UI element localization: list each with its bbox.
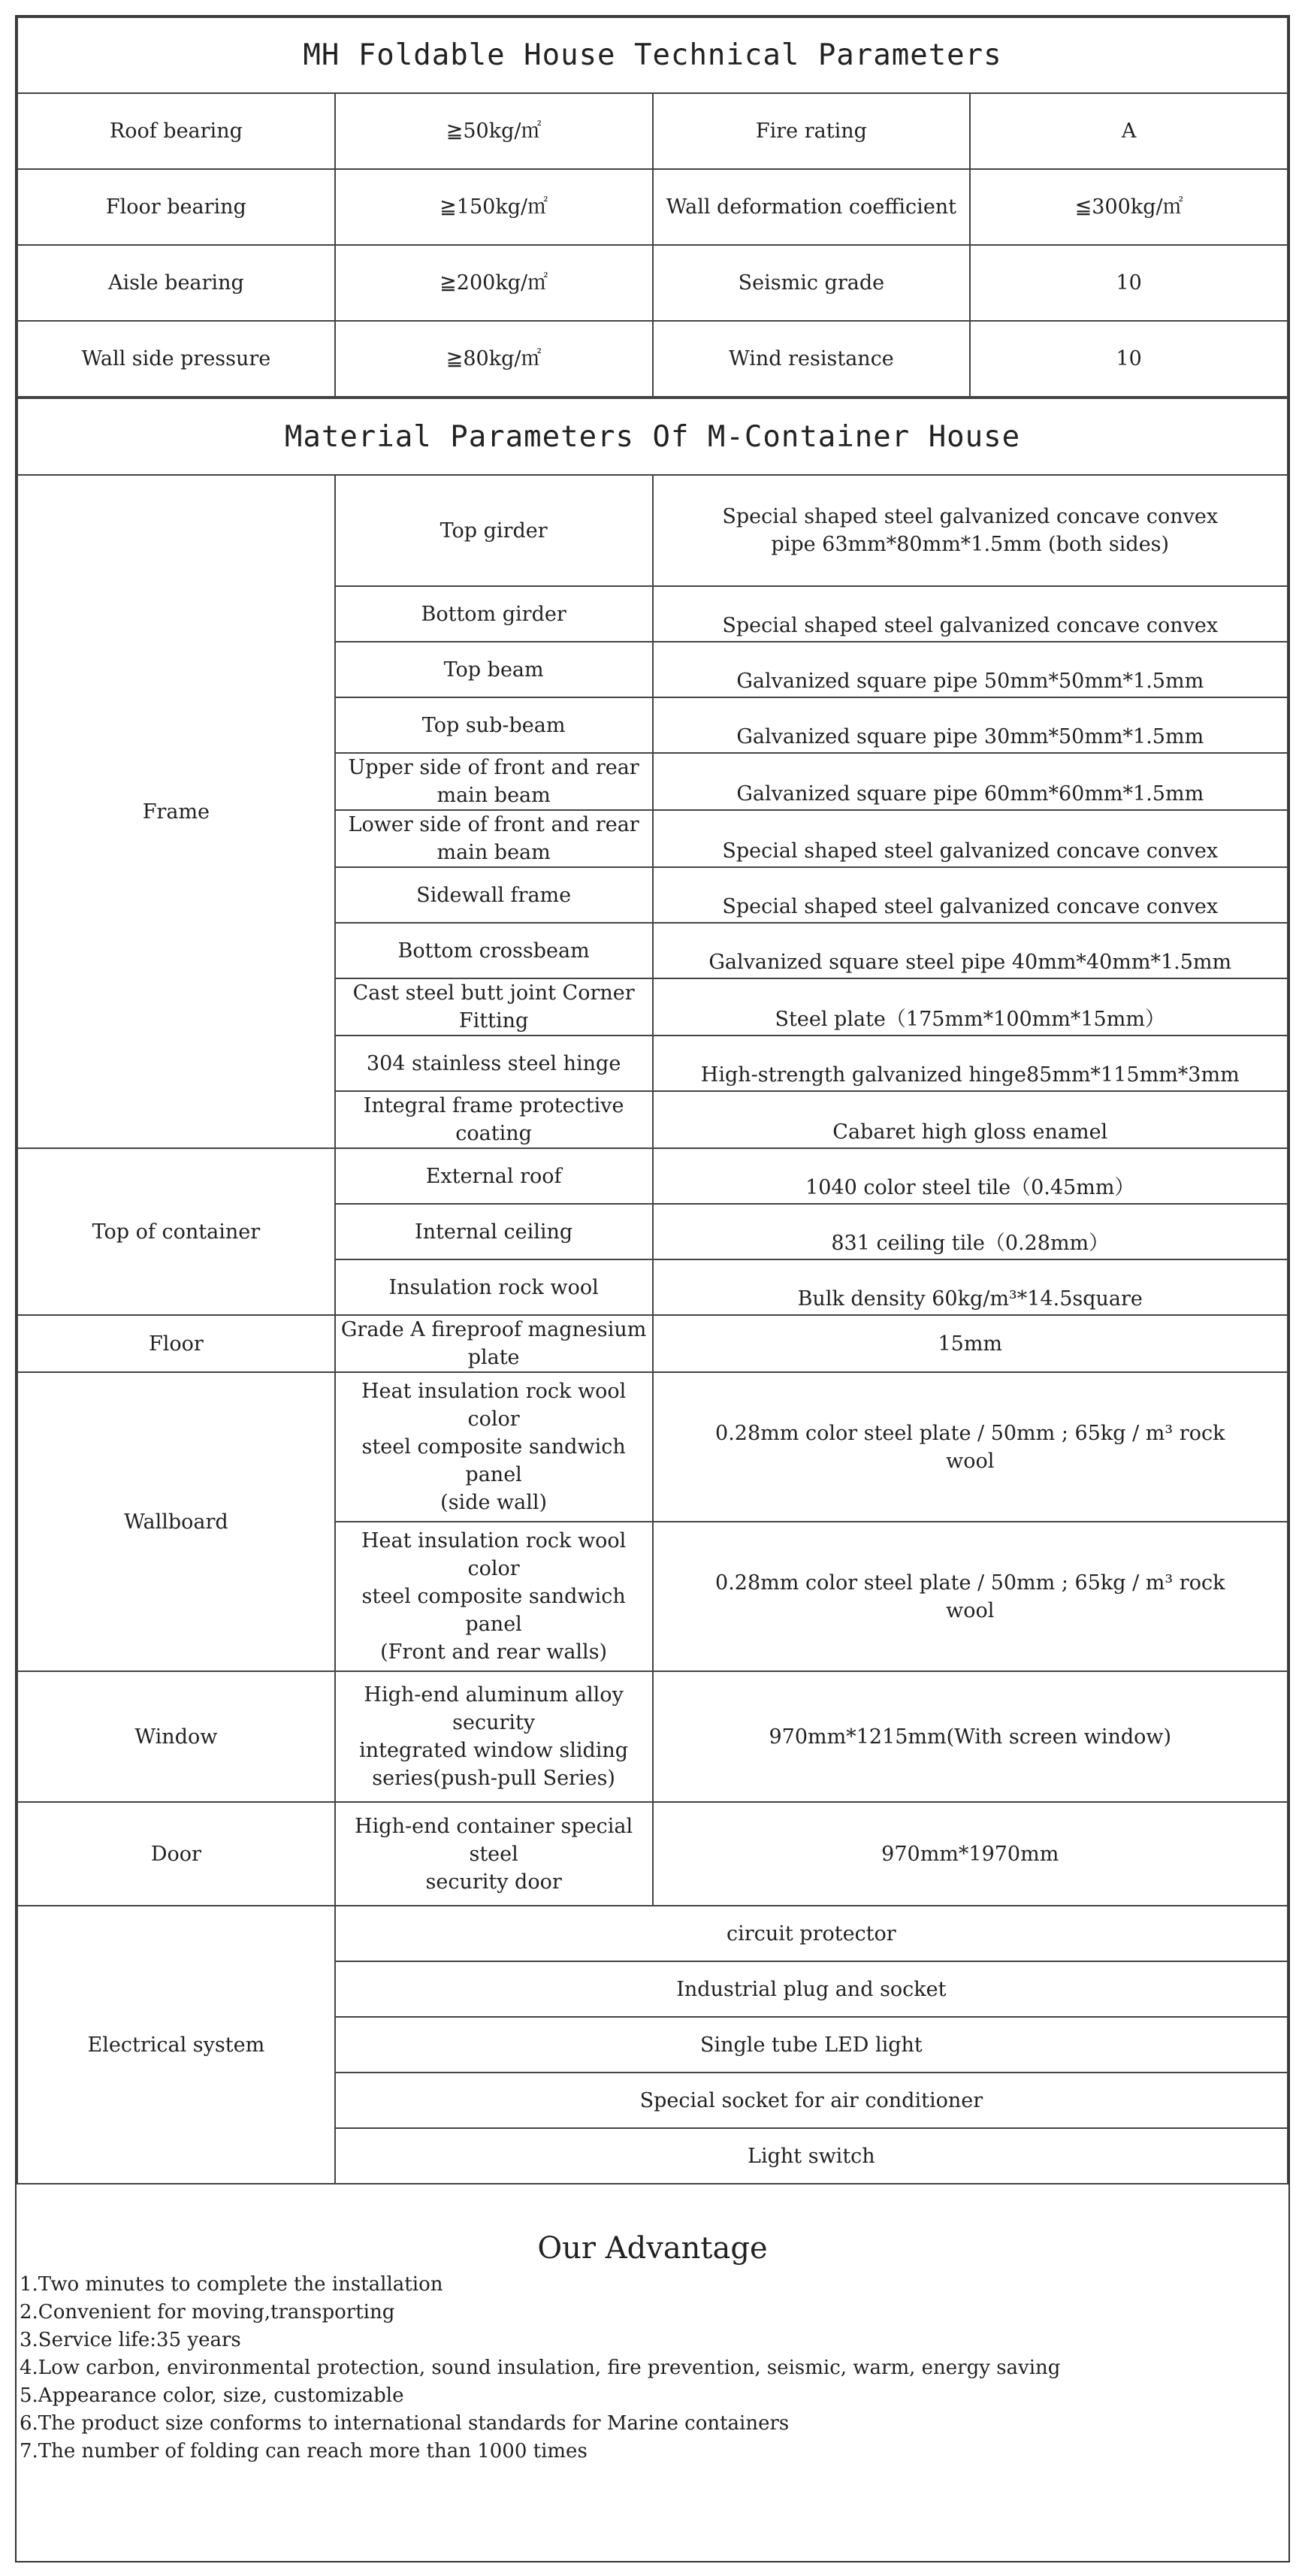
table-row bbox=[17, 1315, 1288, 1372]
component-name: Top beam bbox=[335, 642, 653, 697]
component-spec: Galvanized square pipe 60mm*60mm*1.5mm bbox=[653, 753, 1288, 810]
component-name: Integral frame protective coating bbox=[335, 1091, 653, 1148]
list-item: 7.The number of folding can reach more than 1000 times bbox=[20, 2440, 588, 2463]
param-value: ≧150kg/㎡ bbox=[335, 169, 653, 245]
name-line: High-end aluminum alloy security bbox=[364, 1683, 624, 1734]
param-label: Wall deformation coefficient bbox=[653, 169, 971, 245]
param-label: Aisle bearing bbox=[17, 245, 335, 321]
electrical-item: Industrial plug and socket bbox=[335, 1961, 1288, 2017]
name-line: Heat insulation rock wool color bbox=[361, 1529, 627, 1580]
param-value: ≧80kg/㎡ bbox=[335, 321, 653, 397]
component-spec: High-strength galvanized hinge85mm*115mm*3mm bbox=[653, 1036, 1288, 1091]
name-line: security door bbox=[425, 1870, 562, 1894]
component-spec: Bulk density 60kg/m³*14.5square bbox=[653, 1259, 1288, 1315]
component-name: Bottom girder bbox=[335, 586, 653, 642]
component-spec: 831 ceiling tile（0.28mm） bbox=[653, 1204, 1288, 1259]
list-item: 2.Convenient for moving,transporting bbox=[20, 2301, 395, 2324]
component-spec: 1040 color steel tile（0.45mm） bbox=[653, 1148, 1288, 1204]
param-value: ≦300kg/㎡ bbox=[970, 169, 1288, 245]
component-spec: 0.28mm color steel plate / 50mm ; 65kg / m³ rock wool bbox=[653, 1522, 1288, 1671]
wallboard-label: Wallboard bbox=[17, 1372, 335, 1671]
component-spec: Cabaret high gloss enamel bbox=[653, 1091, 1288, 1148]
table-row bbox=[17, 1372, 1288, 1522]
component-spec: Special shaped steel galvanized concave convex bbox=[653, 867, 1288, 923]
component-name: Grade A fireproof magnesium plate bbox=[335, 1315, 653, 1372]
parameter-sheet bbox=[15, 15, 1290, 2562]
material-parameters-title: Material Parameters Of M-Container House bbox=[17, 398, 1288, 475]
param-label: Wall side pressure bbox=[17, 321, 335, 397]
component-name: Internal ceiling bbox=[335, 1204, 653, 1259]
component-spec: 970mm*1215mm(With screen window) bbox=[653, 1671, 1288, 1802]
param-label: Seismic grade bbox=[653, 245, 971, 321]
floor-label: Floor bbox=[17, 1315, 335, 1372]
list-item: 1.Two minutes to complete the installation bbox=[20, 2273, 443, 2296]
component-spec: Special shaped steel galvanized concave convex pipe 63mm*80mm*1.5mm (both sides) bbox=[653, 475, 1288, 586]
param-label: Roof bearing bbox=[17, 93, 335, 169]
component-spec: 0.28mm color steel plate / 50mm ; 65kg / m³ rock wool bbox=[653, 1372, 1288, 1522]
component-spec: Galvanized square steel pipe 40mm*40mm*1.5mm bbox=[653, 923, 1288, 978]
table-row bbox=[17, 245, 1288, 321]
top-of-container-label: Top of container bbox=[17, 1148, 335, 1315]
component-name: Sidewall frame bbox=[335, 867, 653, 923]
component-spec: Special shaped steel galvanized concave convex bbox=[653, 586, 1288, 642]
list-item: 5.Appearance color, size, customizable bbox=[20, 2384, 404, 2407]
param-value: 10 bbox=[970, 245, 1288, 321]
component-spec: 970mm*1970mm bbox=[653, 1802, 1288, 1906]
param-label: Fire rating bbox=[653, 93, 971, 169]
table-row bbox=[17, 1802, 1288, 1906]
name-line: High-end container special steel bbox=[355, 1814, 633, 1866]
electrical-item: circuit protector bbox=[335, 1906, 1288, 1961]
name-line: steel composite sandwich panel bbox=[361, 1585, 626, 1636]
list-item: 6.The product size conforms to international standards for Marine containers bbox=[20, 2412, 790, 2435]
table-row bbox=[17, 93, 1288, 169]
technical-parameters-table bbox=[17, 17, 1288, 398]
window-label: Window bbox=[17, 1671, 335, 1802]
table-row bbox=[17, 1671, 1288, 1802]
component-name bbox=[335, 1372, 653, 1522]
param-value: ≧50kg/㎡ bbox=[335, 93, 653, 169]
electrical-item: Single tube LED light bbox=[335, 2017, 1288, 2073]
param-value: ≧200kg/㎡ bbox=[335, 245, 653, 321]
component-spec: 15mm bbox=[653, 1315, 1288, 1372]
param-label: Wind resistance bbox=[653, 321, 971, 397]
component-spec: Galvanized square pipe 30mm*50mm*1.5mm bbox=[653, 697, 1288, 753]
frame-label: Frame bbox=[17, 475, 335, 1148]
component-spec: Steel plate（175mm*100mm*15mm） bbox=[653, 978, 1288, 1036]
table-row bbox=[17, 169, 1288, 245]
table-row bbox=[17, 1906, 1288, 1961]
component-name: 304 stainless steel hinge bbox=[335, 1036, 653, 1091]
param-label: Floor bearing bbox=[17, 169, 335, 245]
electrical-item: Special socket for air conditioner bbox=[335, 2073, 1288, 2128]
component-spec: Galvanized square pipe 50mm*50mm*1.5mm bbox=[653, 642, 1288, 697]
material-parameters-table bbox=[17, 398, 1288, 2184]
param-value: 10 bbox=[970, 321, 1288, 397]
component-name: Top girder bbox=[335, 475, 653, 586]
component-name: Insulation rock wool bbox=[335, 1259, 653, 1315]
electrical-system-label: Electrical system bbox=[17, 1906, 335, 2184]
component-name: Top sub-beam bbox=[335, 697, 653, 753]
param-value: A bbox=[970, 93, 1288, 169]
component-name: Bottom crossbeam bbox=[335, 923, 653, 978]
name-line: Heat insulation rock wool color bbox=[361, 1380, 627, 1431]
advantage-list bbox=[17, 2271, 1288, 2466]
door-label: Door bbox=[17, 1802, 335, 1906]
advantage-section bbox=[17, 2226, 1288, 2466]
technical-parameters-title: MH Foldable House Technical Parameters bbox=[17, 17, 1288, 93]
advantage-title: Our Advantage bbox=[537, 2231, 768, 2266]
table-row bbox=[17, 1148, 1288, 1204]
component-spec: Special shaped steel galvanized concave convex bbox=[653, 810, 1288, 867]
component-name: Upper side of front and rear main beam bbox=[335, 753, 653, 810]
component-name: Cast steel butt joint Corner Fitting bbox=[335, 978, 653, 1036]
component-name: Lower side of front and rear main beam bbox=[335, 810, 653, 867]
table-row bbox=[17, 321, 1288, 397]
list-item: 3.Service life:35 years bbox=[20, 2329, 241, 2351]
component-name bbox=[335, 1522, 653, 1671]
name-line: steel composite sandwich panel bbox=[361, 1435, 626, 1486]
component-name bbox=[335, 1802, 653, 1906]
name-line: (side wall) bbox=[440, 1491, 548, 1514]
component-name bbox=[335, 1671, 653, 1802]
component-name: External roof bbox=[335, 1148, 653, 1204]
list-item: 4.Low carbon, environmental protection, sound insulation, fire prevention, seismic, warm, energy saving bbox=[20, 2357, 1061, 2379]
name-line: integrated window sliding series(push-pull Series) bbox=[359, 1739, 629, 1790]
electrical-item: Light switch bbox=[335, 2128, 1288, 2184]
name-line: (Front and rear walls) bbox=[380, 1640, 608, 1664]
table-row bbox=[17, 475, 1288, 586]
